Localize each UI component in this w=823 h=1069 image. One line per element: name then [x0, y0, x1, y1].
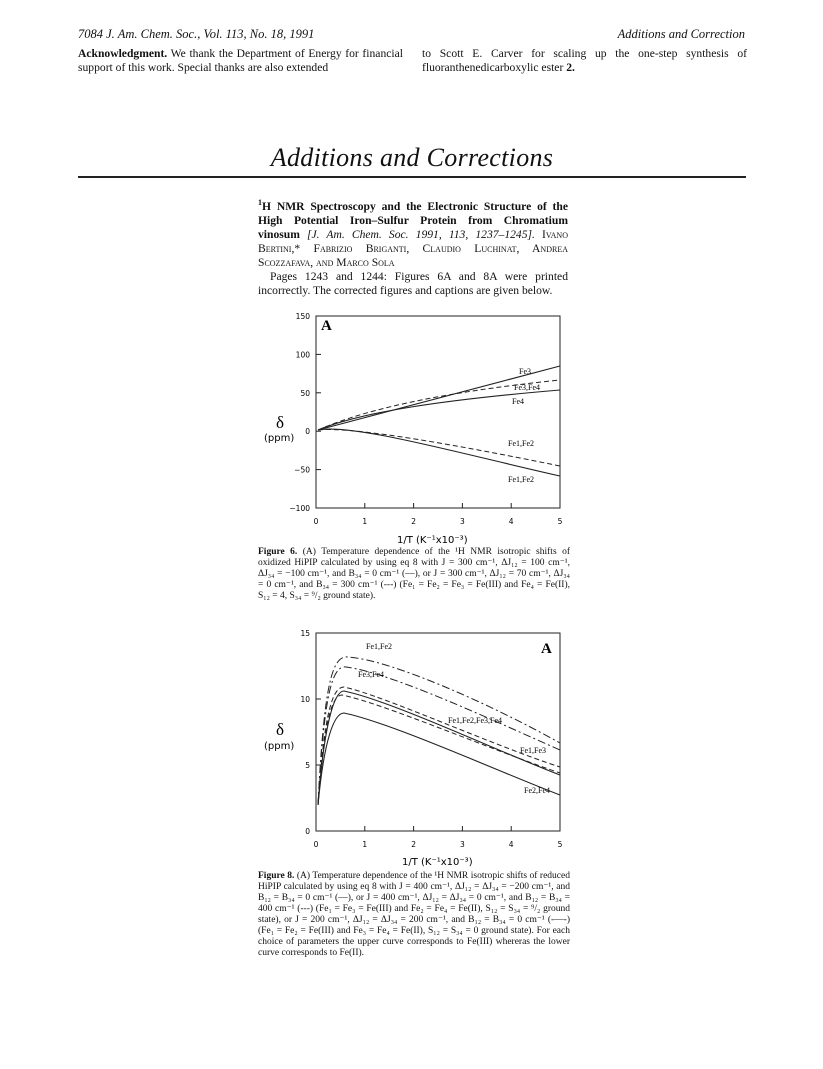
figure-8-curve-dashdot-lower — [318, 667, 560, 805]
article-body: Pages 1243 and 1244: Figures 6A and 8A were printed incorrectly. The corrected figures and captions are given below. — [258, 269, 568, 297]
figure-8-label-fe1fe2: Fe1,Fe2 — [366, 642, 392, 651]
figure-6-x-ticks — [314, 503, 563, 526]
correction-entry — [258, 196, 568, 298]
figure-6-label-fe3: Fe3 — [519, 367, 531, 376]
article-title: H NMR Spectroscopy and the Electronic Structure of the High Potential Iron–Sulfur Protein from Chromatium vinosum — [258, 199, 568, 241]
figure-6-plot — [262, 308, 582, 548]
fig6-x-tick-label: 1 — [362, 517, 368, 526]
fig6-y-tick-label: 50 — [300, 388, 310, 398]
figure-8-frame — [316, 633, 560, 831]
fig6-x-tick-label: 4 — [508, 517, 514, 526]
acknowledgment-column-2 — [422, 47, 747, 75]
figure-8-plot — [262, 625, 582, 870]
acknowledgment-text-2: to Scott E. Carver for scaling up the one-step synthesis of fluoranthenedicarboxylic ester — [422, 47, 747, 74]
acknowledgment-compound: 2. — [566, 61, 575, 74]
fig6-y-tick-label: 150 — [295, 312, 310, 321]
fig6-x-tick-label: 2 — [411, 517, 416, 526]
fig8-x-tick-label: 0 — [313, 840, 319, 849]
figure-8-label-fe3fe4: Fe3,Fe4 — [358, 670, 384, 679]
figure-6-caption-label: Figure 6. — [258, 547, 298, 557]
fig8-x-tick-label: 1 — [362, 840, 368, 849]
figure-8-y-label: δ — [276, 720, 285, 739]
figure-8-panel-label: A — [541, 641, 552, 657]
figure-8-x-ticks — [314, 826, 563, 849]
figure-6-label-fe4: Fe4 — [512, 397, 524, 406]
figure-6-curve-fe4 — [318, 390, 560, 430]
fig6-y-tick-label: 0 — [305, 427, 310, 437]
figure-8-curve-dashdot-upper — [318, 657, 560, 805]
figure-8-label-fe1234: Fe1,Fe2,Fe3,Fe4 — [448, 716, 502, 725]
section-rule — [78, 176, 746, 178]
fig8-x-tick-label: 5 — [557, 840, 563, 849]
figure-6-y-label: δ — [276, 413, 285, 432]
fig8-x-tick-label: 2 — [411, 840, 416, 849]
figure-6-panel-label: A — [321, 318, 332, 334]
running-header-left: 7084 J. Am. Chem. Soc., Vol. 113, No. 18, 1991 — [78, 27, 315, 41]
fig8-y-tick-label: 10 — [300, 695, 310, 704]
fig6-y-tick-label: 100 — [295, 350, 310, 360]
acknowledgment-text-1: We thank the Department of Energy for financial support of this work. Special thanks are also extended — [78, 47, 403, 74]
figure-8-y-unit: (ppm) — [264, 741, 295, 752]
running-header-right: Additions and Correction — [617, 27, 745, 41]
article-title-superscript: 1 — [258, 198, 262, 207]
section-title: Additions and Corrections — [270, 143, 554, 172]
fig6-y-tick-label: −50 — [294, 465, 310, 475]
figure-6-label-fe1fe2-dashed: Fe1,Fe2 — [508, 439, 534, 448]
fig6-x-tick-label: 3 — [460, 517, 465, 526]
fig6-x-tick-label: 5 — [557, 517, 563, 526]
article-authors: Ivano Bertini,* Fabrizio Briganti, Claudio Luchinat, Andrea Scozzafava, and Marco Sola — [258, 227, 568, 269]
figure-8-caption — [258, 871, 570, 959]
fig8-y-tick-label: 0 — [305, 827, 310, 836]
fig8-x-tick-label: 3 — [460, 840, 465, 849]
figure-8-caption-text: (A) Temperature dependence of the ¹H NMR isotropic shifts of reduced HiPIP calculated by using eq 8 with J = 400 cm⁻¹, ΔJ₁₂ = ΔJ₃₄ = −200 cm⁻¹, and B₁₂ = B₃₄ = 0 cm⁻¹ (—), or J = 400 cm⁻¹, ΔJ₁₂ = ΔJ₃₄ = 0 cm⁻¹, and B₁₂ = B₃₄ = 400 cm⁻¹ (---) (Fe₁ = Fe₃ = Fe(III) and Fe₂ = Fe₄ = Fe(II), S₁₂ = S₃₄ = ⁹/₂ ground state), or J = 200 cm⁻¹, ΔJ₁₂ = ΔJ₃₄ = 200 cm⁻¹, and B₁₂ = B₃₄ = 0 cm⁻¹ (-—-) (Fe₁ = Fe₂ = Fe(III) and Fe₃ = Fe₄ = Fe(II), S₁₂ = S₃₄ = 0 ground state). For each choice of parameters the upper curve corresponds to Fe(III) whereras the lower curve corresponds to Fe(II). — [258, 871, 570, 958]
figure-6-y-unit: (ppm) — [264, 433, 295, 444]
acknowledgment-heading: Acknowledgment. — [78, 47, 168, 60]
figure-6-x-label: 1/T (K⁻¹x10⁻³) — [397, 535, 468, 546]
figure-6-caption — [258, 547, 570, 602]
figure-8-caption-label: Figure 8. — [258, 871, 295, 881]
figure-8-label-fe2fe4: Fe2,Fe4 — [524, 786, 550, 795]
acknowledgment-column-1 — [78, 47, 403, 75]
figure-6-curve-fe1fe2-solid — [318, 429, 560, 476]
article-citation: [J. Am. Chem. Soc. 1991, 113, 1237–1245]. — [306, 227, 535, 241]
fig8-y-tick-label: 5 — [305, 761, 310, 770]
figure-6-caption-text: (A) Temperature dependence of the ¹H NMR isotropic shifts of oxidized HiPIP calculated by using eq 8 with J = 300 cm⁻¹, ΔJ₁₂ = 100 cm⁻¹, ΔJ₃₄ = −100 cm⁻¹, and B₃₄ = 0 cm⁻¹ (—), or J = 300 cm⁻¹, ΔJ₁₂ = 70 cm⁻¹, ΔJ₃₄ = 0 cm⁻¹, and B₃₄ = 300 cm⁻¹ (---) (Fe₁ = Fe₂ = Fe₃ = Fe(III) and Fe₄ = Fe(II), S₁₂ = 4, S₃₄ = ⁹/₂ ground state). — [258, 547, 570, 601]
figure-8-label-fe1fe3: Fe1,Fe3 — [520, 746, 546, 755]
fig6-y-tick-label: −100 — [289, 504, 310, 513]
figure-6-label-fe3fe4: Fe3,Fe4 — [514, 383, 540, 392]
figure-8-x-label: 1/T (K⁻¹x10⁻³) — [402, 857, 473, 868]
fig8-x-tick-label: 4 — [508, 840, 514, 849]
fig8-y-tick-label: 15 — [300, 629, 310, 638]
figure-6-label-fe1fe2-solid: Fe1,Fe2 — [508, 475, 534, 484]
fig6-x-tick-label: 0 — [313, 517, 319, 526]
